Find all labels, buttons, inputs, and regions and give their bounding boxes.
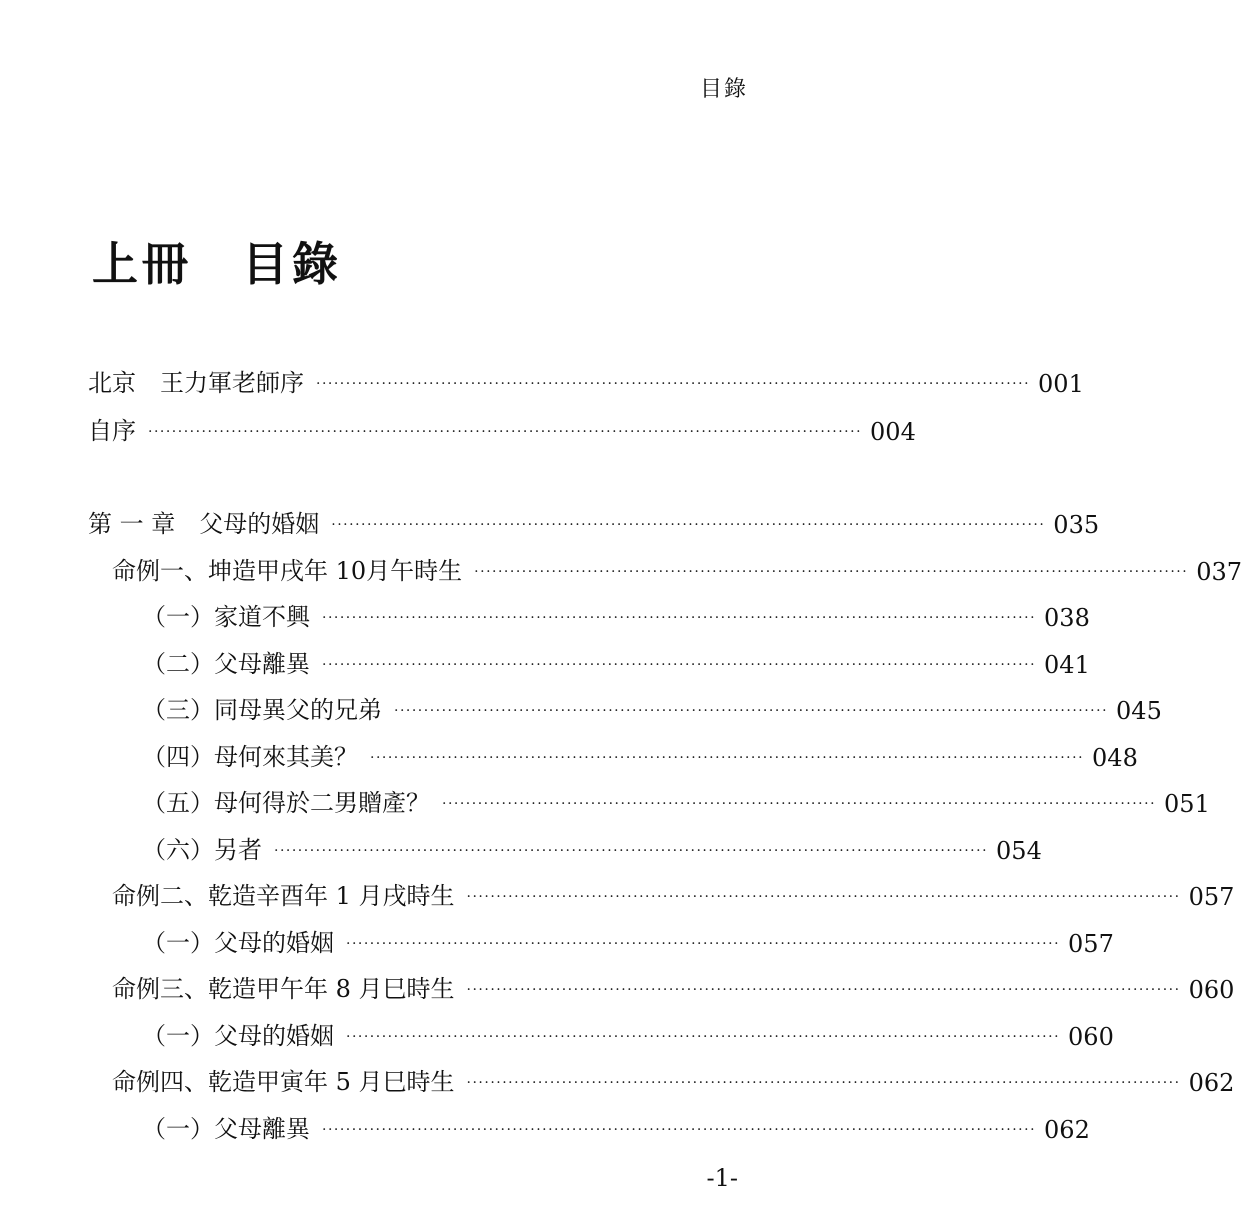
toc-entry-page: 060	[1068, 1022, 1114, 1051]
toc-entry-page: 048	[1092, 743, 1138, 772]
toc-entry-page: 035	[1053, 511, 1100, 539]
dot-leader: ························································································································	[331, 517, 1046, 533]
toc-entry-page: 038	[1044, 604, 1090, 632]
toc-entry-label: 自序	[88, 417, 136, 445]
dot-leader: ························································································································	[466, 1075, 1181, 1091]
toc-entry-label: 命例二、乾造辛酉年 1 月戌時生	[112, 882, 455, 910]
toc-entry-page: 062	[1188, 1069, 1235, 1097]
toc-entry	[142, 922, 1114, 958]
toc-entry-page: 054	[996, 836, 1042, 865]
toc-entry-label: （五）母何得於二男贈產？	[142, 789, 430, 817]
toc-entry	[142, 1015, 1114, 1051]
dot-leader: ························································································································	[394, 703, 1109, 719]
dot-leader: ························································································································	[442, 796, 1157, 812]
page-number: -1-	[706, 1164, 738, 1192]
toc-entry-label: （一）父母的婚姻	[142, 928, 334, 957]
toc-entry-page: 057	[1068, 929, 1114, 958]
toc-entry	[142, 689, 1162, 725]
dot-leader: ························································································································	[346, 935, 1061, 952]
page-title: 上冊 目錄	[92, 237, 342, 291]
dot-leader: ························································································································	[466, 889, 1181, 905]
dot-leader: ························································································································	[346, 1028, 1061, 1045]
toc-entry	[112, 875, 1235, 911]
toc-entry	[142, 643, 1090, 679]
toc-entry-label: （一）父母離異	[142, 1114, 310, 1143]
toc-entry-page: 062	[1044, 1115, 1090, 1144]
toc-entry	[142, 596, 1090, 632]
dot-leader: ························································································································	[316, 376, 1031, 392]
toc-entry-page: 057	[1188, 883, 1235, 911]
dot-leader: ························································································································	[322, 656, 1037, 673]
running-header: 目錄	[699, 77, 748, 102]
toc-entry-label: （三）同母異父的兄弟	[142, 696, 382, 724]
toc-entry-label: （二）父母離異	[142, 649, 310, 678]
toc-entry-label: （一）家道不興	[142, 603, 310, 631]
toc-entry-label: 命例一、坤造甲戌年 10月午時生	[112, 556, 463, 585]
toc-entry-page: 037	[1196, 557, 1242, 586]
toc-entry	[142, 736, 1138, 772]
toc-entry-label: 第 一 章 父母的婚姻	[88, 510, 320, 538]
dot-leader: ························································································································	[322, 1121, 1037, 1138]
toc-entry-page: 060	[1188, 976, 1235, 1004]
toc-entry	[112, 550, 1242, 586]
toc-entry-page: 001	[1038, 370, 1084, 398]
toc-entry	[88, 410, 916, 446]
dot-leader: ························································································································	[148, 424, 863, 440]
dot-leader: ························································································································	[274, 842, 989, 859]
toc-entry-label: 命例四、乾造甲寅年 5 月巳時生	[112, 1068, 455, 1096]
toc-entry-page: 041	[1044, 650, 1090, 679]
toc-entry-label: （一）父母的婚姻	[142, 1021, 334, 1050]
toc-entry-page: 004	[870, 418, 916, 446]
toc-entry-page: 051	[1164, 790, 1210, 818]
toc-entry	[142, 1108, 1090, 1144]
toc-entry	[142, 782, 1210, 818]
toc-entry	[142, 829, 1042, 865]
toc-entry-page: 045	[1116, 697, 1162, 725]
toc-entry	[112, 1061, 1235, 1097]
dot-leader: ························································································································	[370, 749, 1085, 766]
dot-leader: ························································································································	[322, 610, 1037, 626]
toc-entry-label: （四）母何來其美？	[142, 742, 358, 771]
dot-leader: ························································································································	[466, 982, 1181, 998]
toc-entry-label: （六）另者	[142, 835, 262, 864]
toc-entry	[88, 362, 1084, 398]
toc-entry	[88, 503, 1100, 539]
dot-leader: ························································································································	[474, 563, 1189, 580]
toc-entry-label: 北京 王力軍老師序	[88, 369, 304, 397]
toc-entry-label: 命例三、乾造甲午年 8 月巳時生	[112, 975, 455, 1003]
toc-entry	[112, 968, 1235, 1004]
